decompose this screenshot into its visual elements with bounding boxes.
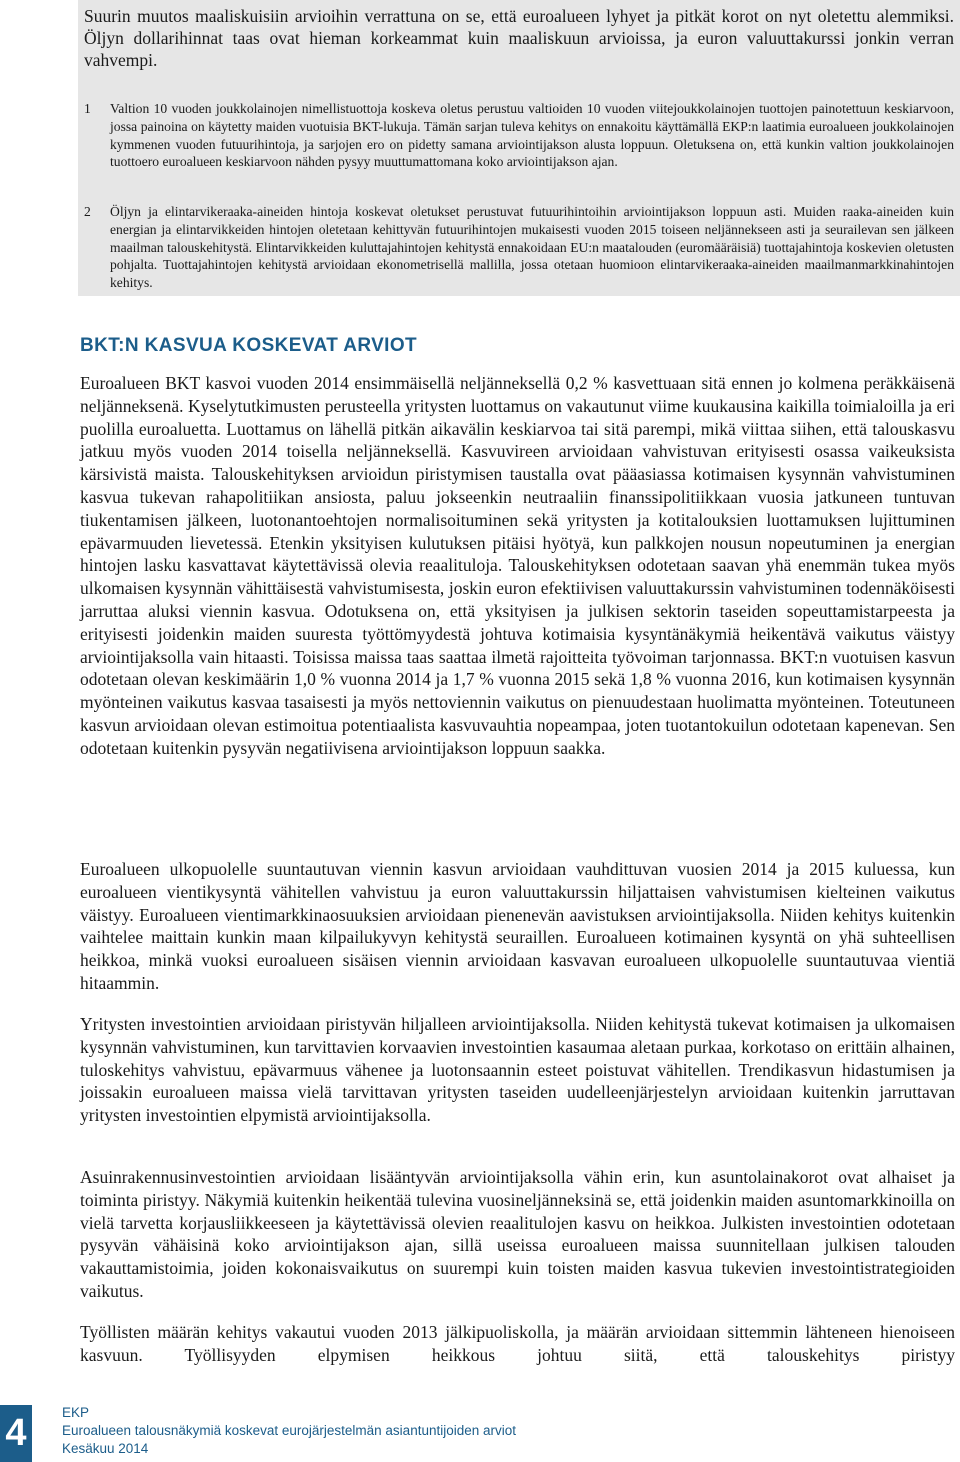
page-number-tab <box>0 1405 32 1462</box>
footnote-number: 1 <box>84 101 91 116</box>
footer-date: Kesäkuu 2014 <box>62 1441 149 1456</box>
body-paragraph-2: Euroalueen ulkopuolelle suuntautuvan viennin kasvun arvioidaan vauhdittuvan vuosien 2014 ja 2015 kuluessa, kun euroalueen vientikysyntä vähitellen vahvistuu ja euron valuuttakurssin hiljattaisen vahvistumisen kielteinen vaikutus väistyy. Euroalueen vientimarkkinaosuuksien arvioidaan pienenevän aavistuksen arviointijaksolla. Niiden kehitys kuitenkin vaihtelee maittain kunkin maan kilpailukyvyn kehitystä seuraillen. Euroalueen kotimainen kysyntä on yhä suhteellisen heikkoa, minkä vuoksi euroalueen sisäisen viennin arvioidaan kasvavan euroalueen ulkopuolelle suuntautuvaa vientiä hitaammin. <box>80 859 955 993</box>
body-paragraph-1: Euroalueen BKT kasvoi vuoden 2014 ensimmäisellä neljänneksellä 0,2 % kasvettuaan sitä ennen jo kolmena peräkkäisenä neljänneksenä. Kyselytutkimusten perusteella yritysten luottamus on vakautunut viime kuukausina kaikilla toimialoilla ja eri puolilla euroaluetta. Luottamus on lähellä pitkän aikavälin keskiarvoa tai sitä parempi, mikä viittaa siihen, että talouskasvu jatkuu myös vuoden 2014 toisella neljänneksellä. Kasvuvireen arvioidaan vahvistuvan erityisesti osassa vaikeuksista kärsivistä maista. Talouskehityksen arvioidun piristymisen taustalla ovat pääasiassa kotimaisen kysynnän vahvistuminen kasvua tukevan rahapolitiikan ansiosta, paluu jokseenkin neutraaliin finanssipolitiikkaan vuosia jatkuneen tuntuvan tiukentamisen jälkeen, luotonantoehtojen normalisoituminen sekä yritysten ja kotitalouksien luottamuksen lujittuminen epävarmuuden lievetessä. Etenkin yksityisen kulutuksen pitäisi hyötyä, kun palkkojen nousun nopeutuminen ja energian hintojen lasku kasvattavat käytettävissä olevia reaalituloja. Talouskehityksen odotetaan saavan yhä enemmän tukea myös ulkomaisen kysynnän vähittäisestä vahvistumisesta, joskin euron efektiivisen valuuttakurssin vahvistuminen todennäköisesti jarruttaa aluksi viennin kasvua. Odotuksena on, että yksityisen ja julkisen sektorin taseiden sopeuttamistarpeesta ja erityisesti joidenkin maiden suuresta työttömyydestä johtuva kotimaisia kysyntänäkymiä heikentävä vaikutus väistyy arviointijaksolla vain hitaasti. Toisissa maissa taas saattaa ilmetä rajoitteita työvoiman tarjonnassa. BKT:n vuotuisen kasvun odotetaan olevan keskimäärin 1,0 % vuonna 2014 ja 1,7 % vuonna 2015 sekä 1,8 % vuonna 2016, kun kotimaisen kysynnän myönteinen vaikutus kasvaa tasaisesti ja myös nettoviennin vaikutus on pienuudestaan huolimatta myönteinen. Toteutuneen kasvun arvioidaan olevan estimoitua potentiaalista kasvuvauhtia nopeampaa, joten tuotantokuilun odotetaan kapenevan. Sen odotetaan kuitenkin pysyvän negatiivisena arviointijakson loppuun saakka. <box>80 373 955 758</box>
footnote-text: Öljyn ja elintarvikeraaka-aineiden hintoja koskevat oletukset perustuvat futuurihintoihin arviointijakson loppuun asti. Muiden raaka-aineiden kuin energian ja elintarvikkeiden hintojen oletetaan kehittyvän futuurihintojen mukaisesti vuoden 2015 toiseen neljännekseen asti ja seurailevan sen jälkeen maailman talouskehitystä. Elintarvikkeiden kuluttajahintojen kehitystä ennakoidaan EU:n maatalouden (euromääräisiä) tuottajahintoja koskevien oletusten pohjalta. Tuottajahintojen kehitystä arvioidaan ekonometrisellä mallilla, jossa otetaan huomioon elintarvikeraaka-aineiden maailmanmarkkinahintojen kehitys. <box>110 204 954 291</box>
box-intro-text: Suurin muutos maaliskuisiin arvioihin verrattuna on se, että euroalueen lyhyet ja pitkät korot on nyt oletettu alemmiksi. Öljyn dollarihinnat taas ovat hieman korkeammat kuin maaliskuun arvioissa, ja euron valuuttakurssi jonkin verran vahvempi. <box>84 6 954 70</box>
section-heading: BKT:N KASVUA KOSKEVAT ARVIOT <box>80 335 418 356</box>
page-number: 4 <box>5 1412 27 1454</box>
footnote-1 <box>84 100 954 171</box>
footnote-2 <box>84 203 954 292</box>
footnote-text: Valtion 10 vuoden joukkolainojen nimellistuottoja koskeva oletus perustuu valtioiden 10 vuoden viitejoukkolainojen tuottojen painotettuun keskiarvoon, jossa painoina on käytetty maiden vuotuisia BKT-lukuja. Tämän sarjan tuleva kehitys on ennakoitu käyttämällä EKP:n laatimia euroalueen joukkolainojen kymmenen vuoden futuurihintoja, ja sarjojen ero on pidetty samana arviointijakson alusta loppuun. Oletuksena on, että kunkin valtion joukkolainojen tuottoero euroalueen keskiarvoon nähden pysyy muuttumattomana koko arviointijakson ajan. <box>110 101 954 170</box>
assumptions-box <box>78 0 960 296</box>
footnote-number: 2 <box>84 204 91 219</box>
body-paragraph-5: Työllisten määrän kehitys vakautui vuoden 2013 jälkipuoliskolla, ja määrän arvioidaan sittemmin lähteneen hienoiseen kasvuun. Työllisyyden elpymisen heikkous johtuu siitä, että talouskehitys piristyy <box>80 1322 955 1365</box>
footer-publication: Euroalueen talousnäkymiä koskevat eurojärjestelmän asiantuntijoiden arviot <box>62 1423 517 1438</box>
body-paragraph-4: Asuinrakennusinvestointien arvioidaan lisääntyvän arviointijaksolla vähin erin, kun asuntolainakorot ovat alhaiset ja toiminta piristyy. Näkymiä kuitenkin heikentää tulevina vuosineljänneksinä se, että joidenkin maiden asuntomarkkinoilla on vielä tarvetta korjausliikkeeseen ja käytettävissä olevien reaalitulojen kasvu on heikkoa. Julkisten investointien odotetaan pysyvän vähäisinä koko arviointijakson ajan, sillä useissa euroalueen maissa suunnitellaan julkisen talouden vakauttamistoimia, joiden kokonaisvaikutus on suurempi kuin toisten maiden kasvua tukevien investointistrategioiden vaikutus. <box>80 1167 955 1301</box>
body-paragraph-3: Yritysten investointien arvioidaan piristyvän hiljalleen arviointijaksolla. Niiden kehitystä tukevat kotimaisen ja ulkomaisen kysynnän vahvistuminen, kun tarvittavien korvaavien investointien kasaumaa aletaan purkaa, korkotaso on erittäin alhainen, tuloskehitys vahvistuu, epävarmuus vähenee ja luotonsaannin esteet poistuvat vähitellen. Trendikasvun hidastumisen ja joissakin euroalueen maissa vielä tarvittavan yritysten taseiden uudelleenjärjestelyn arvioidaan kuitenkin jarruttavan yritysten investointien elpymistä arviointijaksolla. <box>80 1014 955 1126</box>
footer-org: EKP <box>62 1405 90 1420</box>
page-footer <box>62 1404 516 1458</box>
